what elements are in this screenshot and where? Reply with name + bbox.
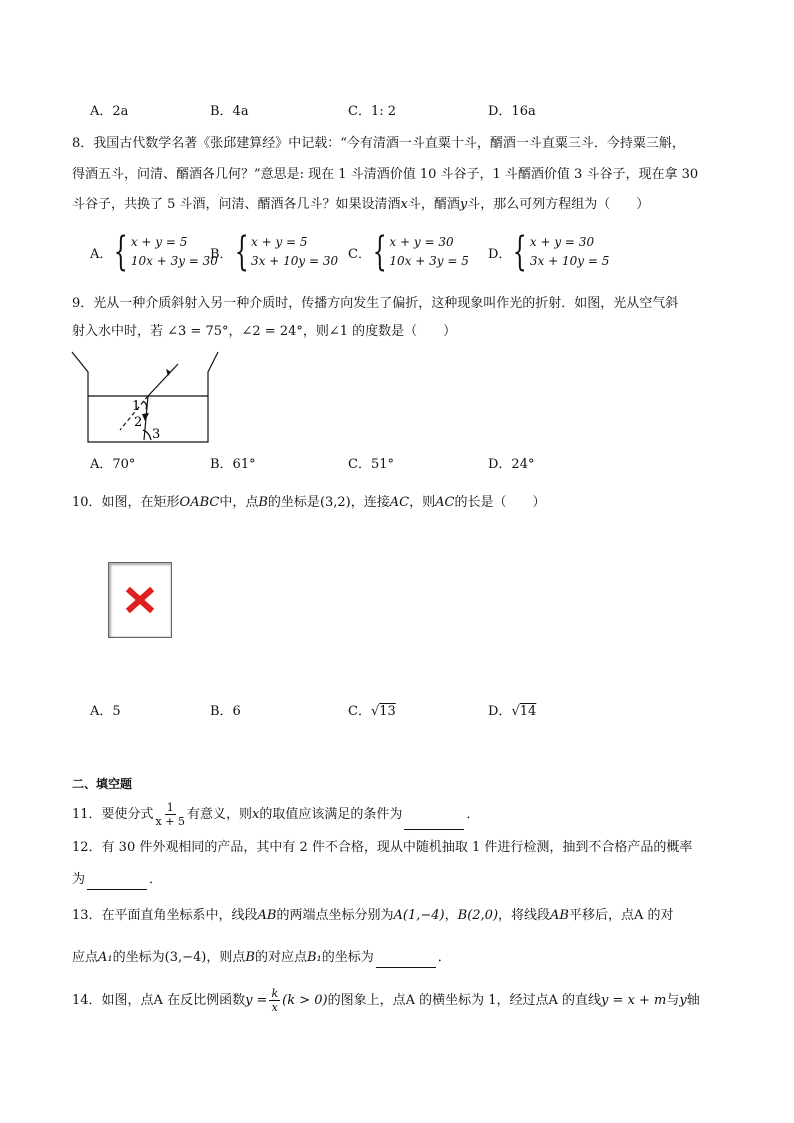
q8-option-c-eq1: x + y = 30 bbox=[389, 235, 454, 249]
q10-option-d: D．√14 bbox=[488, 704, 537, 719]
section-title: 二、填空题 bbox=[72, 777, 133, 791]
q8-line-2: 得酒五斗，问清、醑酒各几何？”意思是: 现在 1 斗清酒价值 10 斗谷子，1 斗醑酒价值 3 斗谷子，现在拿 30 bbox=[72, 167, 699, 182]
refraction-figure bbox=[70, 350, 220, 446]
q11-frac-den: x + 5 bbox=[155, 815, 185, 828]
q14-frac-num: k bbox=[271, 987, 279, 1000]
q8-line-3-b: 斗，醑酒 bbox=[407, 197, 460, 212]
q13-segment-ab: AB bbox=[257, 908, 277, 923]
q10-text-a: 10．如图，在矩形 bbox=[72, 495, 180, 510]
q12-line-2 bbox=[72, 870, 162, 890]
q11-fraction bbox=[156, 801, 185, 828]
q13-text-c: ，将线段 bbox=[498, 908, 551, 923]
q8-option-c bbox=[348, 229, 469, 275]
angle-label-3: 3 bbox=[152, 427, 161, 442]
brace-icon: { bbox=[513, 229, 528, 275]
q11-text-c: 的取值应该满足的条件为 bbox=[259, 807, 403, 822]
q9-option-b: B．61° bbox=[210, 457, 256, 472]
q13-line-2 bbox=[72, 948, 451, 968]
q13-point-b: B(2,0) bbox=[457, 908, 499, 923]
q10-option-c: C．√13 bbox=[348, 704, 396, 719]
q14-var-y: y bbox=[679, 993, 687, 1008]
q13-answer-blank[interactable] bbox=[376, 953, 436, 968]
q14-text-a: 14．如图，点A 在反比例函数 bbox=[72, 993, 246, 1008]
q8-var-y: y bbox=[459, 197, 468, 212]
q9-line-2: 射入水中时，若 ∠3 = 75°，∠2 = 24°，则∠1 的度数是（ ） bbox=[72, 324, 457, 339]
q8-line-3-a: 斗谷子，共换了 5 斗酒，问清、醑酒各几斗？如果设清酒 bbox=[72, 197, 401, 212]
q10-text-b: 中，点 bbox=[219, 495, 259, 510]
brace-icon: { bbox=[234, 229, 249, 275]
q11-frac-num: 1 bbox=[166, 801, 174, 814]
q11-text-b: 有意义，则 bbox=[186, 807, 252, 822]
q11-var-x: x bbox=[251, 807, 260, 822]
brace-icon: { bbox=[372, 229, 387, 275]
incident-arrow-icon bbox=[166, 369, 171, 376]
broken-image-icon bbox=[109, 563, 171, 637]
q14-condition: (k > 0) bbox=[282, 993, 328, 1008]
q8-option-a-eq2: 10x + 3y = 30 bbox=[130, 254, 218, 268]
q12-text-b: ． bbox=[149, 872, 163, 887]
q8-option-c-label: C． bbox=[348, 246, 371, 262]
q14-text-d: 轴 bbox=[686, 993, 700, 1008]
q8-option-d-eq2: 3x + 10y = 5 bbox=[529, 254, 610, 268]
q8-option-b-label: B． bbox=[210, 246, 233, 262]
q8-option-b-eq2: 3x + 10y = 30 bbox=[251, 254, 339, 268]
q8-option-d-eq1: x + y = 30 bbox=[529, 235, 595, 249]
q11-answer-blank[interactable] bbox=[404, 815, 464, 830]
q13-point-b-2: B bbox=[245, 950, 255, 965]
q8-option-c-eq2: 10x + 3y = 5 bbox=[389, 254, 469, 268]
q13-text-f: 的坐标为 bbox=[112, 950, 165, 965]
q8-line-3-c: 斗，那么可列方程组为（ ） bbox=[467, 197, 650, 212]
q9-option-c: C．51° bbox=[348, 457, 394, 472]
q11-text-d: ． bbox=[466, 807, 480, 822]
q14-line-1 bbox=[72, 986, 700, 1016]
q8-option-b-eq1: x + y = 5 bbox=[251, 235, 308, 249]
q14-text-c: 与 bbox=[666, 993, 680, 1008]
q10-text-c: 的坐标是 bbox=[267, 495, 320, 510]
q10-option-d-radicand: 14 bbox=[519, 704, 537, 719]
q12-answer-blank[interactable] bbox=[87, 875, 147, 890]
q12-line-1: 12．有 30 件外观相同的产品，其中有 2 件不合格，现从中随机抽取 1 件进行检测，抽到不合格产品的概率 bbox=[72, 840, 693, 855]
q10-option-d-label: D． bbox=[488, 704, 512, 719]
q10-coord: (3,2) bbox=[319, 495, 351, 510]
q13-line-1 bbox=[72, 906, 674, 926]
angle-label-1: 1 bbox=[132, 399, 141, 414]
q10-text-d: ，连接 bbox=[350, 495, 390, 510]
incident-ray bbox=[148, 364, 178, 396]
q11-text-a: 11．要使分式 bbox=[72, 807, 154, 822]
brace-icon: { bbox=[114, 229, 129, 275]
q10-text-e: ，则 bbox=[409, 495, 436, 510]
q13-point-a1: A₁ bbox=[98, 950, 113, 965]
q8-option-b bbox=[210, 229, 339, 275]
q13-point-a: A(1,−4) bbox=[393, 908, 445, 923]
q14-func: y = bbox=[245, 993, 268, 1008]
q10-segment-ac-2: AC bbox=[435, 495, 455, 510]
q8-line-3 bbox=[72, 195, 649, 215]
q8-option-d-label: D． bbox=[488, 246, 512, 262]
q13-text-b: 的两端点坐标分别为 bbox=[276, 908, 394, 923]
q11-line bbox=[72, 800, 479, 830]
q13-text-e: 应点 bbox=[72, 950, 99, 965]
q10-option-c-radicand: 13 bbox=[379, 704, 396, 719]
q8-option-a-eq1: x + y = 5 bbox=[130, 235, 188, 249]
q12-text-a: 为 bbox=[72, 872, 86, 887]
q13-text-h: 的对应点 bbox=[254, 950, 307, 965]
q13-text-j: ． bbox=[437, 950, 451, 965]
q7-option-d: D．16a bbox=[488, 104, 536, 119]
refracted-arrow-icon bbox=[142, 413, 149, 421]
q13-a1-coord: (3,−4) bbox=[164, 950, 207, 965]
q9-option-d: D．24° bbox=[488, 457, 535, 472]
q10-line-1 bbox=[72, 493, 546, 513]
q14-line-eq: y = x + m bbox=[601, 993, 667, 1008]
q13-text-g: ，则点 bbox=[206, 950, 246, 965]
q10-point-b: B bbox=[258, 495, 268, 510]
q13-point-b1: B₁ bbox=[306, 950, 322, 965]
q14-fraction bbox=[269, 987, 280, 1014]
q9-option-a: A．70° bbox=[90, 457, 136, 472]
q13-segment-ab-2: AB bbox=[550, 908, 569, 923]
q10-option-c-label: C． bbox=[348, 704, 371, 719]
q8-var-x: x bbox=[400, 197, 408, 212]
q10-rect-name: OABC bbox=[179, 495, 220, 510]
q13-text-i: 的坐标为 bbox=[321, 950, 374, 965]
q13-text-a: 13．在平面直角坐标系中，线段 bbox=[72, 908, 258, 923]
q9-line-1: 9．光从一种介质斜射入另一种介质时，传播方向发生了偏折，这种现象叫作光的折射．如图，光从空气斜 bbox=[72, 296, 679, 311]
angle-label-2: 2 bbox=[134, 415, 143, 430]
q8-option-a-label: A． bbox=[90, 246, 113, 262]
q7-option-c: C．1: 2 bbox=[348, 104, 397, 119]
q10-option-b: B．6 bbox=[210, 704, 241, 719]
q10-option-a: A．5 bbox=[90, 704, 121, 719]
q13-sep: ， bbox=[444, 908, 458, 923]
q14-text-b: 的图象上，点A 的横坐标为 1，经过点A 的直线 bbox=[327, 993, 602, 1008]
broken-image-placeholder bbox=[108, 562, 172, 638]
q10-segment-ac: AC bbox=[389, 495, 410, 510]
q7-option-b: B．4a bbox=[210, 104, 249, 119]
q7-option-a: A．2a bbox=[90, 104, 129, 119]
q8-option-a bbox=[90, 229, 218, 275]
q13-text-d: 平移后，点A 的对 bbox=[568, 908, 674, 923]
q10-text-f: 的长是（ ） bbox=[454, 495, 546, 510]
q14-frac-den: x bbox=[271, 1001, 278, 1014]
q8-option-d bbox=[488, 229, 610, 275]
q8-line-1: 8．我国古代数学名著《张邱建算经》中记载：“今有清酒一斗直粟十斗，醑酒一斗直粟三斗．今持粟三斛， bbox=[72, 136, 685, 151]
